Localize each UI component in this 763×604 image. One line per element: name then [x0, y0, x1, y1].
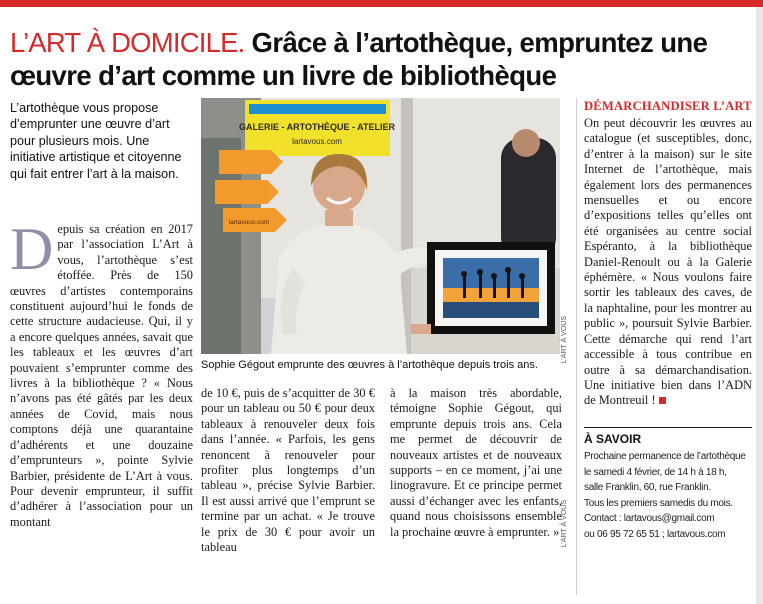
sidebar-title: DÉMARCHANDISER L’ART [584, 99, 752, 113]
info-line: le samedi 4 février, de 14 h à 18 h, [584, 466, 727, 478]
info-box-title: À SAVOIR [584, 432, 642, 446]
info-box-rule [584, 427, 752, 428]
article-photo [201, 98, 560, 354]
column-divider [576, 98, 577, 595]
headline-title: Grâce à l’artothèque, empruntez une œuvre d’art comme un livre de bibliothèque [10, 27, 708, 91]
photo-credit: L’ART À VOUS [561, 316, 568, 364]
article-text-3: à la maison très abordable, témoigne Sophie Gégout, qui emprunte depuis trois ans. Cela me permet de découvrir de nouveaux artistes et de nouveaux supports – en ce moment, j’ai une linogravure. Et ce principe permet aussi d’échanger avec les enfants, quand nous choisissons ensemble la prochaine œuvre à emprunter. » [390, 386, 562, 539]
info-line: Tous les premiers samedis du mois. [584, 497, 733, 509]
article-column-2 [201, 386, 375, 555]
article-column-3 [390, 386, 562, 540]
info-box [584, 427, 752, 543]
sidebar-text: On peut découvrir les œuvres au catalogue (et susceptibles, donc, d’entrer à la maison) sur le site Internet de l’artothèque, mais également lors des permanences mensuelles et ou encore d’expositions telles qu’elles ont été organisées au centre social Espéranto, à la bibliothèque Daniel-Renoult ou à la Galerie éphémère. « Nous voulons faire sortir les tableaux des caves, de la naphtaline, pour les montrer au public », poursuit Sylvie Barbier. Cette démarche qui rend l’art accessible à tous contribue en outre à sa démarchandisation. Une initiative bien dans l’ADN de Montreuil ! [584, 116, 752, 408]
article-text-2: de 10 €, puis de s’acquitter de 30 € pour un tableau ou 50 € pour deux tableaux à renouveler deux fois dans l’année. « Parfois, les gens renoncent à renouveler pour profiter plus longtemps d’un tableau », précise Sylvie Barbier. Il est aussi arrivé que l’emprunt se termine par un achat. « Je trouve le prix de 30 € pour avoir un tableau [201, 386, 375, 555]
info-contact-email[interactable]: Contact : lartavous@gmail.com [584, 513, 715, 525]
info-contact-phone[interactable]: ou 06 95 72 65 51 ; lartavous.com [584, 528, 726, 540]
info-line: salle Franklin, 60, rue Franklin. [584, 482, 711, 494]
drop-cap: D [10, 216, 54, 282]
top-color-bar [0, 0, 763, 7]
article-credit: L’ART À VOUS [561, 500, 568, 548]
banner-text-2: lartavous.com [292, 137, 342, 146]
standfirst: L’artothèque vous propose d’emprunter une œuvre d’art pour plusieurs mois. Une initiative artistique et citoyenne qui fait entrer l’art à la maison. [10, 101, 182, 181]
photo-illustration [201, 98, 560, 354]
article-text-1: epuis sa création en 2017 par l’association L’Art à vous, l’artothèque s’est étoffée. Près de 150 œuvres d’artistes contemporains constituent aujourd’hui le fonds de cette structure audacieuse. Qui, il y a encore quelques années, savait que les tableaux et les œuvres d’art pouvaient s’emprunter comme des livres à la bibliothèque ? « Nous n’avons pas été gâtés par les deux années de Covid, mais nous comptons déjà une quarantaine d’adhérents et une douzaine d’emprunteurs », pointe Sylvie Barbier, présidente de L’Art à vous. Pour devenir emprunteur, il suffit d’adhérer à l’association pour un montant [10, 222, 193, 529]
end-mark [659, 397, 666, 404]
article-column-1 [10, 216, 193, 530]
headline-kicker: L’ART À DOMICILE. [10, 27, 245, 58]
headline [10, 26, 755, 92]
sidebar-text-block [584, 116, 752, 409]
banner-text-1: GALERIE - ARTOTHÈQUE - ATELIER [238, 122, 396, 132]
sidebar [584, 99, 752, 409]
page-edge [756, 7, 763, 604]
sign-text: lartavous.com [228, 219, 270, 226]
photo-caption: Sophie Gégout emprunte des œuvres à l’artothèque depuis trois ans. [201, 359, 538, 371]
info-line: Prochaine permanence de l’artothèque [584, 451, 746, 462]
